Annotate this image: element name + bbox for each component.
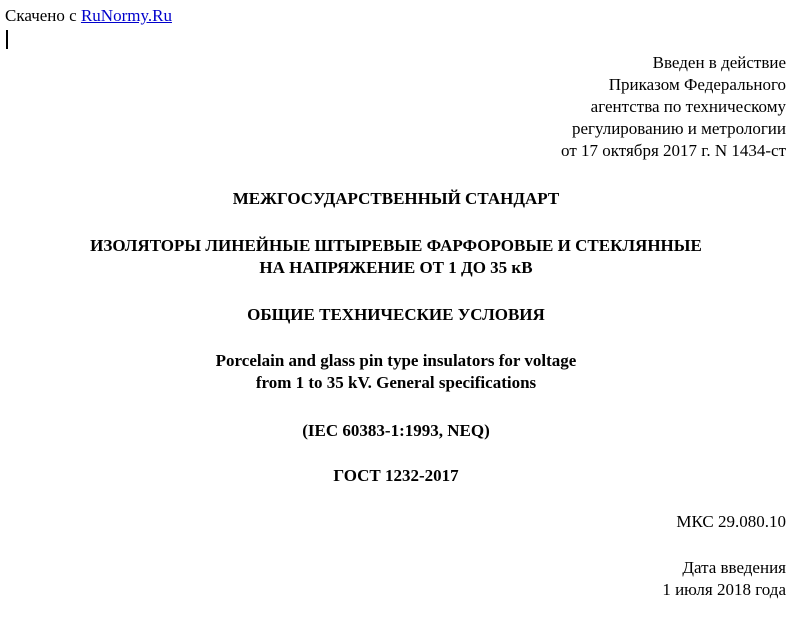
intro-date-value: 1 июля 2018 года [662,580,786,599]
document-title-ru [0,235,792,279]
enactment-line-2: Приказом Федерального [608,75,786,94]
title-ru-line-1: ИЗОЛЯТОРЫ ЛИНЕЙНЫЕ ШТЫРЕВЫЕ ФАРФОРОВЫЕ И СТЕКЛЯННЫЕ [90,236,702,255]
gost-number: ГОСТ 1232-2017 [333,466,459,485]
enactment-line-3: агентства по техническому [590,97,786,116]
text-cursor [6,30,8,49]
title-en-line-2: from 1 to 35 kV. General specifications [255,373,537,392]
enactment-line-1: Введен в действие [652,53,786,72]
download-prefix: Скачено с [5,6,77,25]
download-source-line [5,5,172,27]
document-title-en [0,350,792,394]
enactment-note [561,52,786,162]
iec-reference: (IEC 60383-1:1993, NEQ) [302,421,490,440]
title-ru-line-2: НА НАПРЯЖЕНИЕ ОТ 1 ДО 35 кВ [259,258,533,277]
runormy-link[interactable]: RuNormy.Ru [80,6,172,25]
title-en-line-1: Porcelain and glass pin type insulators for voltage [215,351,577,370]
intro-date-label: Дата введения [682,558,786,577]
enactment-line-5: от 17 октября 2017 г. N 1434-ст [561,141,786,160]
standard-type-heading: МЕЖГОСУДАРСТВЕННЫЙ СТАНДАРТ [232,189,560,208]
subtitle-ru: ОБЩИЕ ТЕХНИЧЕСКИЕ УСЛОВИЯ [247,305,545,324]
enactment-line-4: регулированию и метрологии [571,119,786,138]
mks-code: МКС 29.080.10 [676,512,786,531]
